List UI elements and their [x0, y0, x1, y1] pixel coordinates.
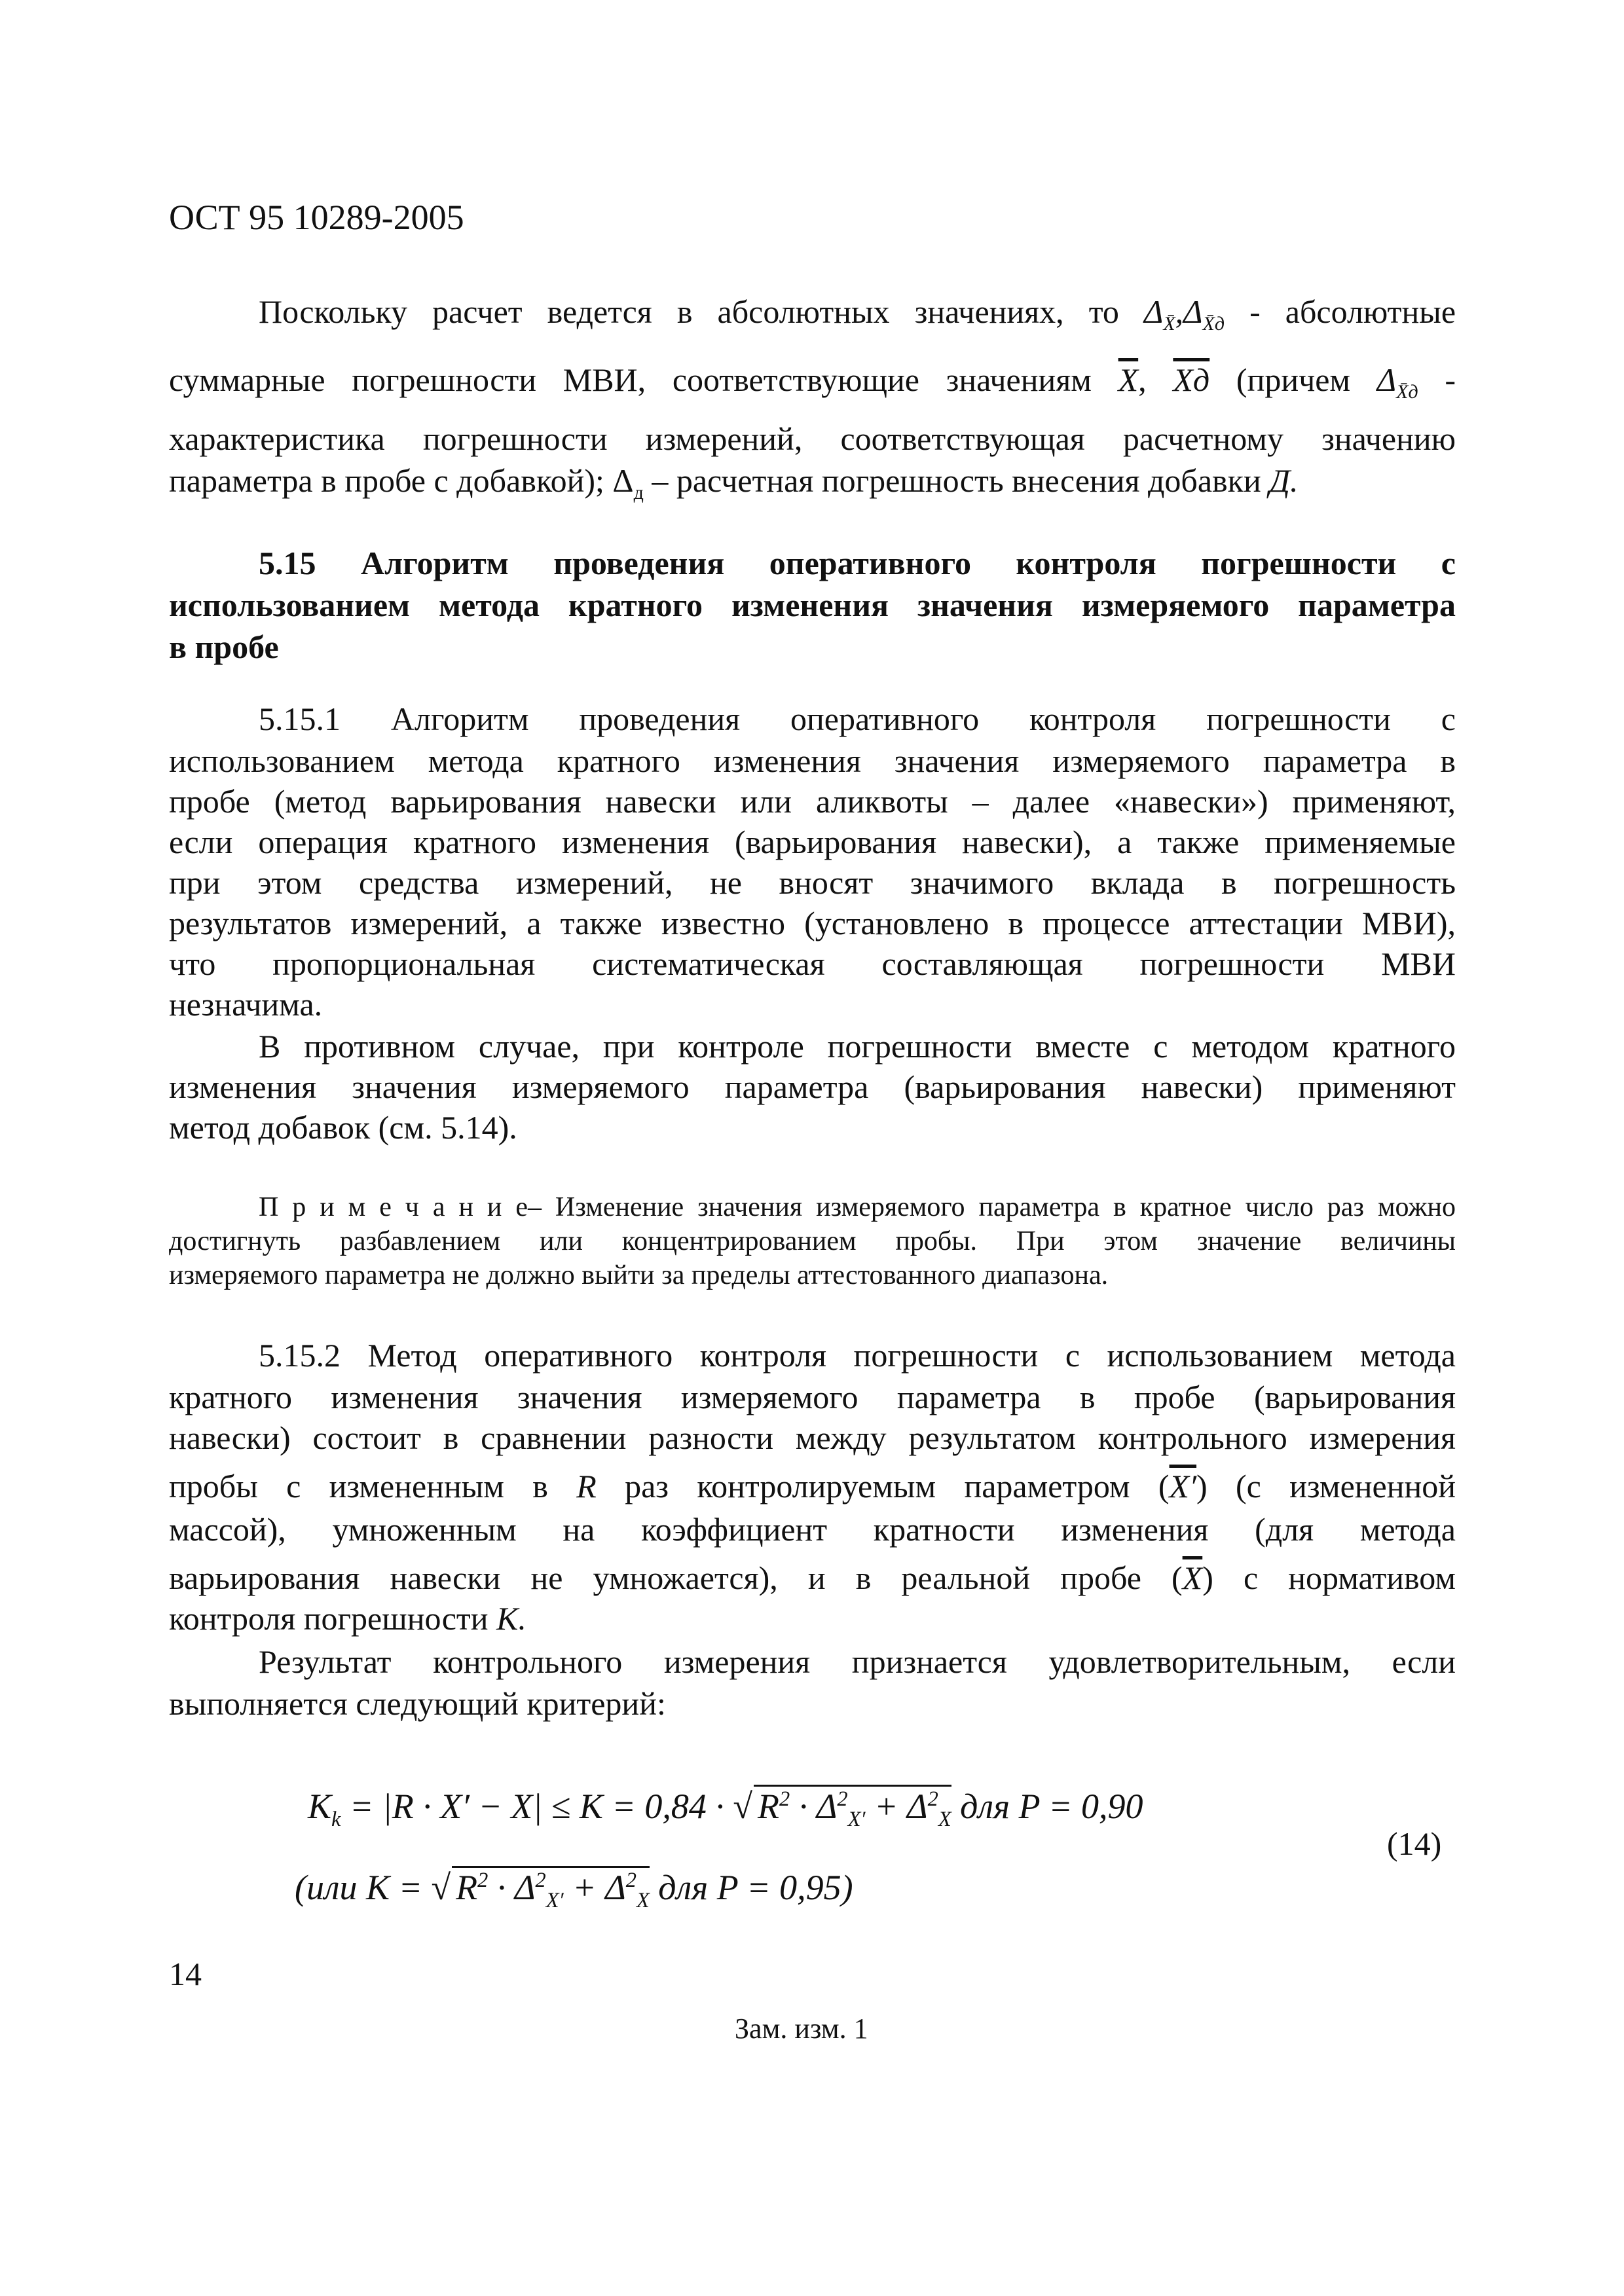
- formula-line-1: $K_k = |R \cdot X' - X| \le K = 0,84$ · √ $R^2 \cdot \Delta^2_{X'} + \Delta^2_X$ для P = 0,90: [308, 1778, 1143, 1840]
- section-heading-line-3: в пробе: [169, 629, 279, 665]
- p5152-line-6: варьирования навески не умножается), и в реальной пробе $(\overline{X})$ с нормативом: [169, 1559, 1456, 1596]
- p5151-line-6: результатов измерений, а также известно (установлено в процессе аттестации МВИ),: [169, 905, 1456, 941]
- page-number: 14: [169, 1956, 202, 1992]
- note-line-3: измеряемого параметра не должно выйти за пределы аттестованного диапазона.: [169, 1260, 1109, 1290]
- formula-line-2: (или K = √ $R^2 \cdot \Delta^2_{X'} + \Delta^2_X$ для P = 0,95): [295, 1859, 853, 1922]
- p5152-line-5: массой), умноженным на коэффициент кратности изменения (для метода: [169, 1511, 1456, 1548]
- p5152-line-7: контроля погрешности K.: [169, 1600, 526, 1637]
- p5152-line-2: кратного изменения значения измеряемого параметра в пробе (варьирования: [169, 1379, 1456, 1415]
- p5152-line-3: навески) состоит в сравнении разности между результатом контрольного измерения: [169, 1419, 1456, 1456]
- p5151-line-3: пробе (метод варьирования навески или аликвоты – далее «навески») применяют,: [169, 783, 1456, 820]
- intro-line-1: Поскольку расчет ведется в абсолютных значениях, то $\Delta_{X̄},\Delta_{X̄д}$ - абсолютные: [259, 293, 1456, 335]
- change-note: Зам. изм. 1: [735, 2013, 868, 2045]
- doc-code-header: ОСТ 95 10289-2005: [169, 198, 464, 237]
- otherwise-line-1: В противном случае, при контроле погрешности вместе с методом кратного: [259, 1028, 1456, 1065]
- p5151-line-5: при этом средства измерений, не вносят значимого вклада в погрешность: [169, 864, 1456, 901]
- note-line-1: П р и м е ч а н и е– Изменение значения измеряемого параметра в кратное число раз можно: [259, 1192, 1456, 1222]
- p5151-line-2: использованием метода кратного изменения значения измеряемого параметра в: [169, 742, 1456, 779]
- result-line-1: Результат контрольного измерения признается удовлетворительным, если: [259, 1643, 1456, 1680]
- section-heading-line-2: использованием метода кратного изменения значения измеряемого параметра: [169, 587, 1456, 623]
- intro-line-2: суммарные погрешности МВИ, соответствующие значениям $\overline{X}$, Xд (причем $\Delta_{X̄д}$ -: [169, 361, 1456, 403]
- intro-line-4: параметра в пробе с добавкой); $\Delta_д$ – расчетная погрешность внесения добавки Д.: [169, 462, 1299, 503]
- intro-line-3: характеристика погрешности измерений, соответствующая расчетному значению: [169, 420, 1456, 457]
- otherwise-line-2: изменения значения измеряемого параметра (варьирования навески) применяют: [169, 1068, 1456, 1105]
- p5151-line-4: если операция кратного изменения (варьирования навески), а также применяемые: [169, 824, 1456, 860]
- p5152-line-1: 5.15.2 Метод оперативного контроля погрешности с использованием метода: [259, 1337, 1456, 1374]
- section-heading-line-1: 5.15 Алгоритм проведения оперативного контроля погрешности с: [259, 545, 1456, 581]
- p5151-line-8: незначима.: [169, 986, 323, 1023]
- formula-number: (14): [1387, 1825, 1442, 1862]
- otherwise-line-3: метод добавок (см. 5.14).: [169, 1109, 517, 1146]
- p5152-line-4: пробы с измененным в R раз контролируемым параметром (X′) (с измененной: [169, 1468, 1456, 1504]
- p5151-line-1: 5.15.1 Алгоритм проведения оперативного контроля погрешности с: [259, 701, 1456, 737]
- note-line-2: достигнуть разбавлением или концентрированием пробы. При этом значение величины: [169, 1226, 1456, 1256]
- note-label: П р и м е ч а н и е: [259, 1192, 528, 1222]
- result-line-2: выполняется следующий критерий:: [169, 1685, 666, 1722]
- p5151-line-7: что пропорциональная систематическая составляющая погрешности МВИ: [169, 945, 1456, 982]
